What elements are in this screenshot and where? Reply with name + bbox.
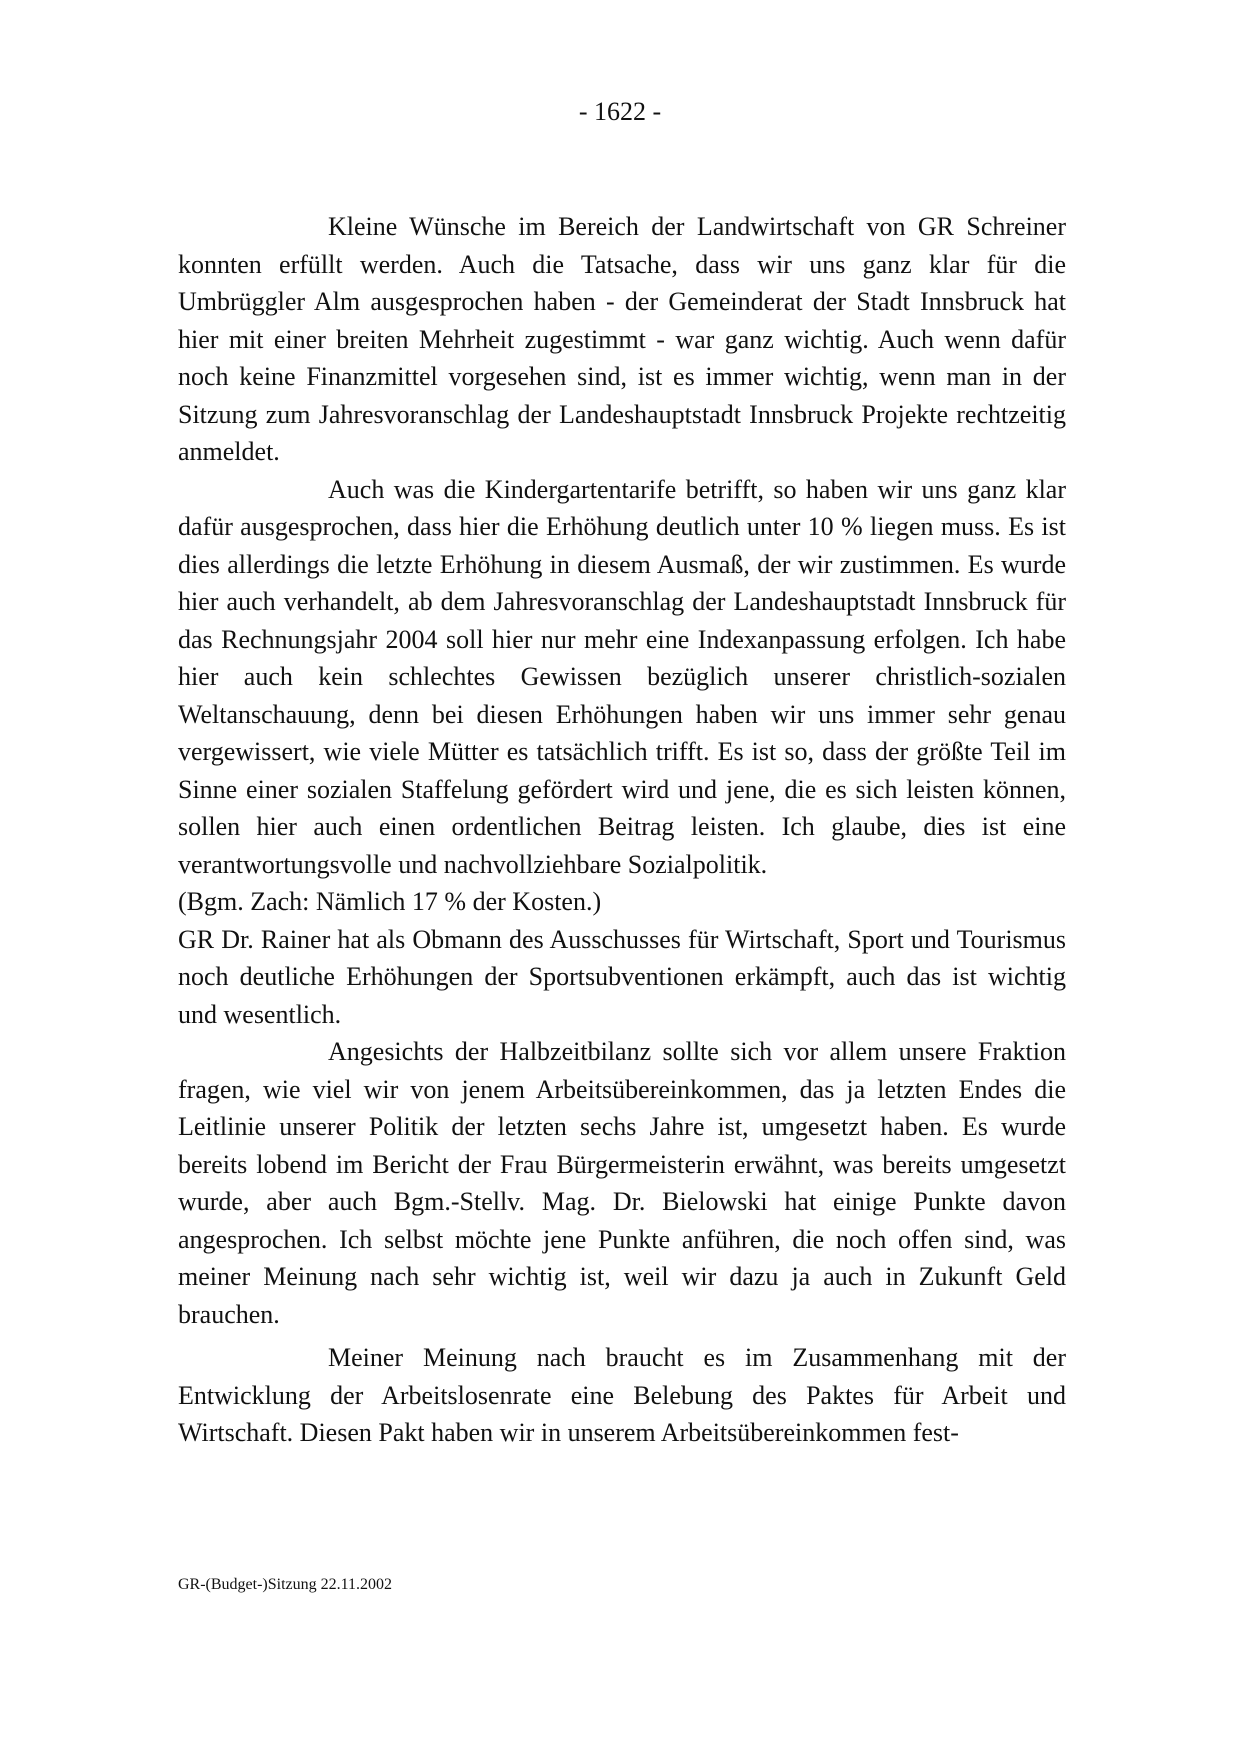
paragraph-interjection: (Bgm. Zach: Nämlich 17 % der Kosten.): [178, 887, 602, 916]
footer-session-date: GR-(Budget-)Sitzung 22.11.2002: [178, 1576, 393, 1593]
paragraph-arbeitslosenrate: Meiner Meinung nach braucht es im Zusammenhang mit der Entwicklung der Arbeitslosenrate eine Belebung des Paktes für Arbeit und Wirtschaft. Diesen Pakt haben wir in unserem Arbeitsübereinkommen fest-: [178, 1343, 1066, 1447]
body-text: [178, 208, 1066, 1452]
paragraph-sportsubventionen: GR Dr. Rainer hat als Obmann des Ausschusses für Wirtschaft, Sport und Tourismus noch deutliche Erhöhungen der Sportsubventionen erkämpft, auch das ist wichtig und wesentlich.: [178, 924, 1066, 1029]
paragraph-halbzeitbilanz: Angesichts der Halbzeitbilanz sollte sich vor allem unsere Fraktion fragen, wie viel wir von jenem Arbeitsübereinkommen, das ja letzten Endes die Leitlinie unserer Politik der letzten sechs Jahre ist, umgesetzt haben. Es wurde bereits lobend im Bericht der Frau Bürgermeisterin erwähnt, was bereits umgesetzt wurde, aber auch Bgm.-Stellv. Mag. Dr. Bielowski hat einige Punkte davon angesprochen. Ich selbst möchte jene Punkte anführen, die noch offen sind, was meiner Meinung nach sehr wichtig ist, weil wir dazu ja auch in Zukunft Geld brauchen.: [178, 1037, 1066, 1329]
page-number: - 1622 -: [578, 97, 662, 126]
paragraph-landwirtschaft: Kleine Wünsche im Bereich der Landwirtschaft von GR Schreiner konnten erfüllt werden. Auch die Tatsache, dass wir uns ganz klar für die Umbrüggler Alm ausgesprochen haben - der Gemeinderat der Stadt Innsbruck hat hier mit einer breiten Mehrheit zugestimmt - war ganz wichtig. Auch wenn dafür noch keine Finanzmittel vorgesehen sind, ist es immer wichtig, wenn man in der Sitzung zum Jahresvoranschlag der Landeshauptstadt Innsbruck Projekte rechtzeitig anmeldet.: [178, 212, 1066, 466]
paragraph-kindergartentarife: Auch was die Kindergartentarife betrifft, so haben wir uns ganz klar dafür ausgesprochen, dass hier die Erhöhung deutlich unter 10 % liegen muss. Es ist dies allerdings die letzte Erhöhung in diesem Ausmaß, der wir zustimmen. Es wurde hier auch verhandelt, ab dem Jahresvoranschlag der Landeshauptstadt Innsbruck für das Rechnungsjahr 2004 soll hier nur mehr eine Indexanpassung erfolgen. Ich habe hier auch kein schlechtes Gewissen bezüglich unserer christlich-sozialen Weltanschauung, denn bei diesen Erhöhungen haben wir uns immer sehr genau vergewissert, wie viele Mütter es tatsächlich trifft. Es ist so, dass der größte Teil im Sinne einer sozialen Staffelung gefördert wird und jene, die es sich leisten können, sollen hier auch einen ordentlichen Beitrag leisten. Ich glaube, dies ist eine verantwortungsvolle und nachvollziehbare Sozialpolitik.: [178, 474, 1066, 879]
